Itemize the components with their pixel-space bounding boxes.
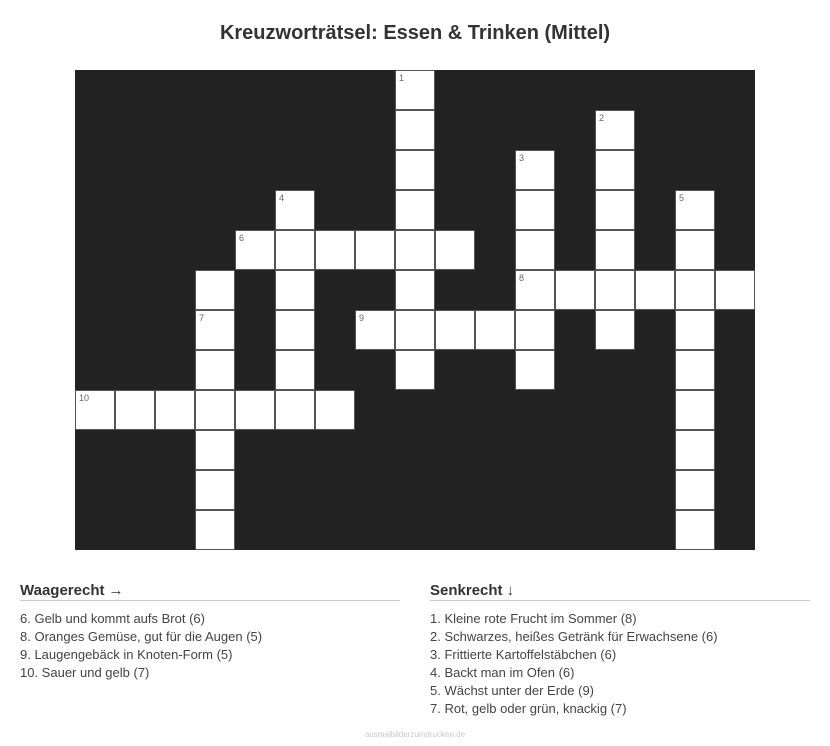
crossword-cell[interactable] — [515, 190, 555, 230]
crossword-cell[interactable] — [275, 230, 315, 270]
cell-number: 6 — [239, 233, 245, 243]
across-clue: 10. Sauer und gelb (7) — [20, 665, 150, 680]
cell-number: 1 — [399, 73, 405, 83]
crossword-cell[interactable] — [195, 470, 235, 510]
across-clues — [20, 582, 400, 682]
crossword-cell[interactable] — [675, 430, 715, 470]
crossword-cell[interactable] — [155, 390, 195, 430]
crossword-cell[interactable] — [395, 350, 435, 390]
crossword-cell[interactable] — [195, 310, 235, 350]
cell-number: 10 — [79, 393, 90, 403]
crossword-cell[interactable] — [195, 390, 235, 430]
arrow-down-icon: ↓ — [506, 582, 515, 599]
across-clue: 6. Gelb und kommt aufs Brot (6) — [20, 611, 205, 626]
crossword-cell[interactable] — [395, 110, 435, 150]
crossword-cell[interactable] — [515, 230, 555, 270]
crossword-cell[interactable] — [195, 270, 235, 310]
down-heading — [430, 582, 810, 601]
crossword-cell[interactable] — [395, 310, 435, 350]
crossword-cell[interactable] — [515, 150, 555, 190]
crossword-cell[interactable] — [715, 270, 755, 310]
crossword-cell[interactable] — [275, 350, 315, 390]
down-clue: 3. Frittierte Kartoffelstäbchen (6) — [430, 647, 617, 662]
crossword-cell[interactable] — [195, 510, 235, 550]
crossword-cell[interactable] — [515, 310, 555, 350]
crossword-cell[interactable] — [195, 430, 235, 470]
crossword-cell[interactable] — [275, 310, 315, 350]
crossword-cell[interactable] — [275, 390, 315, 430]
crossword-cell[interactable] — [395, 70, 435, 110]
crossword-cell[interactable] — [595, 110, 635, 150]
cell-number: 8 — [519, 273, 525, 283]
cell-number: 2 — [599, 113, 605, 123]
crossword-cell[interactable] — [635, 270, 675, 310]
crossword-cell[interactable] — [675, 390, 715, 430]
across-clue-list — [20, 610, 400, 682]
crossword-cell[interactable] — [555, 270, 595, 310]
crossword-cell[interactable] — [355, 310, 395, 350]
crossword-cell[interactable] — [675, 230, 715, 270]
down-clue: 7. Rot, gelb oder grün, knackig (7) — [430, 701, 627, 716]
crossword-grid — [75, 70, 755, 550]
crossword-cell[interactable] — [235, 230, 275, 270]
down-clue: 4. Backt man im Ofen (6) — [430, 665, 575, 680]
down-clue-list — [430, 610, 810, 718]
crossword-cell[interactable] — [355, 230, 395, 270]
cell-number: 9 — [359, 313, 365, 323]
crossword-cell[interactable] — [595, 310, 635, 350]
puzzle-title: Kreuzworträtsel: Essen & Trinken (Mittel) — [219, 22, 611, 44]
crossword-cell[interactable] — [275, 190, 315, 230]
crossword-cell[interactable] — [435, 230, 475, 270]
crossword-cell[interactable] — [675, 310, 715, 350]
crossword-cell[interactable] — [675, 510, 715, 550]
crossword-cell[interactable] — [75, 390, 115, 430]
down-clue: 5. Wächst unter der Erde (9) — [430, 683, 595, 698]
crossword-cell[interactable] — [595, 230, 635, 270]
cell-number: 7 — [199, 313, 205, 323]
down-clues — [430, 582, 810, 718]
crossword-cell[interactable] — [395, 270, 435, 310]
crossword-cell[interactable] — [595, 150, 635, 190]
crossword-cell[interactable] — [115, 390, 155, 430]
crossword-cell[interactable] — [675, 470, 715, 510]
crossword-cell[interactable] — [475, 310, 515, 350]
crossword-cell[interactable] — [395, 230, 435, 270]
crossword-cell[interactable] — [315, 230, 355, 270]
crossword-cell[interactable] — [675, 190, 715, 230]
across-clue: 9. Laugengebäck in Knoten-Form (5) — [20, 647, 233, 662]
crossword-cell[interactable] — [195, 350, 235, 390]
crossword-cell[interactable] — [515, 270, 555, 310]
cell-number: 3 — [519, 153, 525, 163]
down-clue: 2. Schwarzes, heißes Getränk für Erwachsene (6) — [430, 629, 718, 644]
crossword-cell[interactable] — [595, 190, 635, 230]
across-heading — [20, 582, 400, 601]
crossword-cell[interactable] — [315, 390, 355, 430]
down-heading-label: Senkrecht — [430, 582, 503, 599]
crossword-cell[interactable] — [395, 190, 435, 230]
crossword-cell[interactable] — [395, 150, 435, 190]
cell-number: 5 — [679, 193, 685, 203]
crossword-cell[interactable] — [515, 350, 555, 390]
crossword-cell[interactable] — [675, 270, 715, 310]
crossword-cell[interactable] — [675, 350, 715, 390]
crossword-cell[interactable] — [275, 270, 315, 310]
across-clue: 8. Oranges Gemüse, gut für die Augen (5) — [20, 629, 263, 644]
footer-credit: ausmalbilderzumdrucken.de — [364, 730, 466, 739]
cell-number: 4 — [279, 193, 285, 203]
across-heading-label: Waagerecht — [20, 582, 105, 599]
crossword-cell[interactable] — [595, 270, 635, 310]
crossword-cell[interactable] — [435, 310, 475, 350]
down-clue: 1. Kleine rote Frucht im Sommer (8) — [430, 611, 637, 626]
arrow-right-icon: → — [108, 582, 124, 599]
crossword-cell[interactable] — [235, 390, 275, 430]
